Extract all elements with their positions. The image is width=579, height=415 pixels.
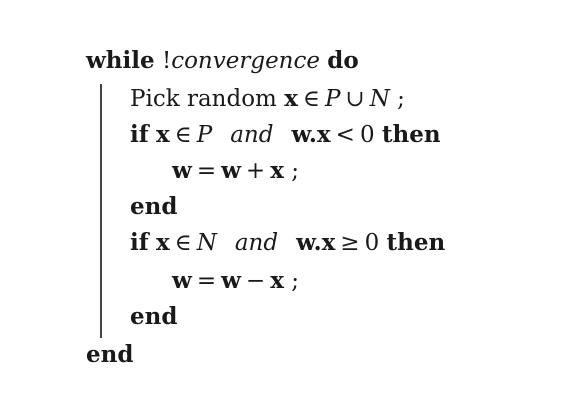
set-n: N	[369, 86, 390, 112]
update-add-line	[172, 156, 299, 186]
dot-product: w.x	[296, 229, 336, 256]
while-line	[86, 46, 359, 76]
do-keyword: do	[327, 47, 359, 74]
then-keyword: then	[386, 229, 446, 256]
if-keyword: if	[130, 121, 149, 148]
pick-line	[130, 84, 405, 114]
if-keyword: if	[130, 229, 149, 256]
if-n-line	[130, 228, 445, 258]
not-operator: !	[161, 48, 172, 74]
end-keyword: end	[86, 341, 134, 368]
w-vector: w	[221, 267, 241, 294]
less-than: <	[335, 122, 355, 148]
then-keyword: then	[381, 121, 441, 148]
end-keyword: end	[130, 193, 178, 220]
loop-body-bar	[100, 84, 102, 338]
if-p-line	[130, 120, 441, 150]
x-vector: x	[155, 229, 170, 256]
condition-variable: convergence	[171, 48, 320, 74]
x-vector: x	[270, 267, 284, 294]
and-keyword: and	[230, 122, 274, 148]
x-vector: x	[270, 157, 284, 184]
element-of: ∈	[174, 122, 192, 148]
set-n: N	[196, 230, 217, 256]
plus-operator: +	[245, 158, 266, 184]
set-p: P	[324, 86, 341, 112]
w-vector: w	[221, 157, 241, 184]
zero-value: 0	[364, 230, 380, 256]
element-of: ∈	[302, 86, 320, 112]
element-of: ∈	[174, 230, 192, 256]
greater-equal: ≥	[340, 230, 360, 256]
semicolon: ;	[291, 268, 299, 294]
minus-operator: −	[245, 268, 266, 294]
end-if-n-line	[130, 302, 177, 332]
end-if-p-line	[130, 192, 177, 222]
union-operator: ∪	[345, 86, 365, 112]
equals: =	[196, 158, 217, 184]
set-p: P	[196, 122, 213, 148]
semicolon: ;	[291, 158, 299, 184]
while-keyword: while	[86, 47, 155, 74]
end-keyword: end	[130, 303, 178, 330]
x-vector: x	[155, 121, 170, 148]
equals: =	[196, 268, 217, 294]
update-subtract-line	[172, 266, 299, 296]
w-vector: w	[172, 267, 192, 294]
and-keyword: and	[234, 230, 279, 256]
zero-value: 0	[359, 122, 375, 148]
x-vector: x	[284, 85, 298, 112]
end-while-line	[86, 340, 133, 370]
pick-text: Pick random	[130, 86, 277, 112]
dot-product: w.x	[291, 121, 331, 148]
w-vector: w	[172, 157, 192, 184]
semicolon: ;	[397, 86, 405, 112]
